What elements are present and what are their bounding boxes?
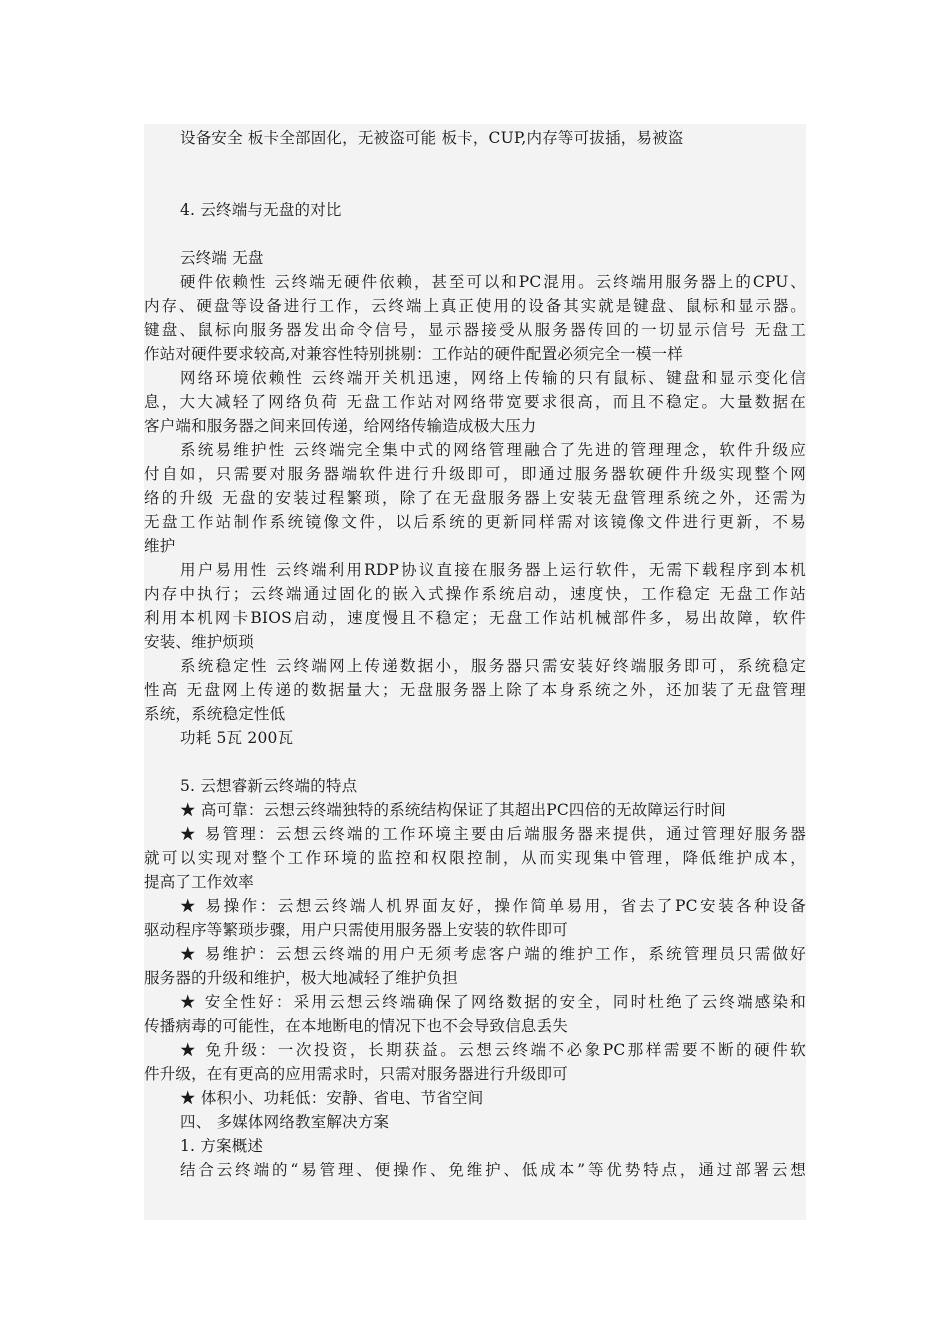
text-line: 功耗 5瓦 200瓦 [180,729,294,747]
text-line: 服务器的升级和维护，极大地减轻了维护负担 [144,969,459,987]
text-line: 系统易维护性 云终端完全集中式的网络管理融合了先进的管理理念，软件升级应 [180,441,806,459]
text-line: 就可以实现对整个工作环境的监控和权限控制，从而实现集中管理，降低维护成本， [144,849,806,867]
text-line: 网络环境依赖性 云终端开关机迅速，网络上传输的只有鼠标、键盘和显示变化信 [180,369,806,387]
text-line: 安装、维护烦琐 [144,633,254,651]
text-line: ★ 体积小、功耗低：安静、省电、节省空间 [180,1089,484,1107]
text-line: 四、 多媒体网络教室解决方案 [180,1113,390,1131]
text-line: ★ 免升级：一次投资，长期获益。云想云终端不必象PC那样需要不断的硬件软 [180,1041,806,1059]
text-line: 硬件依赖性 云终端无硬件依赖，甚至可以和PC混用。云终端用服务器上的CPU、 [180,273,806,291]
text-line: 系统，系统稳定性低 [144,705,286,723]
text-line: 系统稳定性 云终端网上传递数据小，服务器只需安装好终端服务即可，系统稳定 [180,657,806,675]
text-line: ★ 易操作：云想云终端人机界面友好，操作简单易用，省去了PC安装各种设备 [180,897,806,915]
text-line: 设备安全 板卡全部固化，无被盗可能 板卡，CUP,内存等可拔插，易被盗 [180,129,684,147]
text-line: ★ 安全性好：采用云想云终端确保了网络数据的安全，同时杜绝了云终端感染和 [180,993,806,1011]
text-line: 维护 [144,537,176,555]
text-line: 键盘、鼠标向服务器发出命令信号，显示器接受从服务器传回的一切显示信号 无盘工 [144,321,806,339]
text-line: 提高了工作效率 [144,873,254,891]
text-line: 内存中执行；云终端通过固化的嵌入式操作系统启动，速度快，工作稳定 无盘工作站 [144,585,806,603]
text-line: 无盘工作站制作系统镜像文件，以后系统的更新同样需对该镜像文件进行更新，不易 [144,513,806,531]
text-line: 1. 方案概述 [180,1137,264,1155]
text-line: 内存、硬盘等设备进行工作，云终端上真正使用的设备其实就是键盘、鼠标和显示器。 [144,297,806,315]
text-line: ★ 高可靠：云想云终端独特的系统结构保证了其超出PC四倍的无故障运行时间 [180,801,726,819]
text-line: 传播病毒的可能性，在本地断电的情况下也不会导致信息丢失 [144,1017,568,1035]
text-line: 件升级，在有更高的应用需求时，只需对服务器进行升级即可 [144,1065,568,1083]
text-line: 络的升级 无盘的安装过程繁琐，除了在无盘服务器上安装无盘管理系统之外，还需为 [144,489,806,507]
text-line: 客户端和服务器之间来回传递，给网络传输造成极大压力 [144,417,537,435]
text-line: ★ 易管理：云想云终端的工作环境主要由后端服务器来提供，通过管理好服务器 [180,825,806,843]
text-line: 作站对硬件要求较高,对兼容性特别挑剔：工作站的硬件配置必须完全一模一样 [144,345,683,363]
text-line: 4. 云终端与无盘的对比 [180,201,342,219]
text-line: 性高 无盘网上传递的数据量大；无盘服务器上除了本身系统之外，还加装了无盘管理 [144,681,806,699]
document-page [144,124,806,1220]
text-line: 息，大大减轻了网络负荷 无盘工作站对网络带宽要求很高，而且不稳定。大量数据在 [144,393,806,411]
text-line: 利用本机网卡BIOS启动，速度慢且不稳定；无盘工作站机械部件多，易出故障，软件 [144,609,806,627]
text-line: 5. 云想睿新云终端的特点 [180,777,358,795]
text-line: 用户易用性 云终端利用RDP协议直接在服务器上运行软件，无需下载程序到本机 [180,561,806,579]
text-line: ★ 易维护：云想云终端的用户无须考虑客户端的维护工作，系统管理员只需做好 [180,945,806,963]
text-line: 付自如，只需要对服务器端软件进行升级即可，即通过服务器软硬件升级实现整个网 [144,465,806,483]
text-line: 驱动程序等繁琐步骤，用户只需使用服务器上安装的软件即可 [144,921,568,939]
text-line: 结合云终端的“易管理、便操作、免维护、低成本”等优势特点，通过部署云想 [180,1161,806,1179]
text-line: 云终端 无盘 [180,249,264,267]
